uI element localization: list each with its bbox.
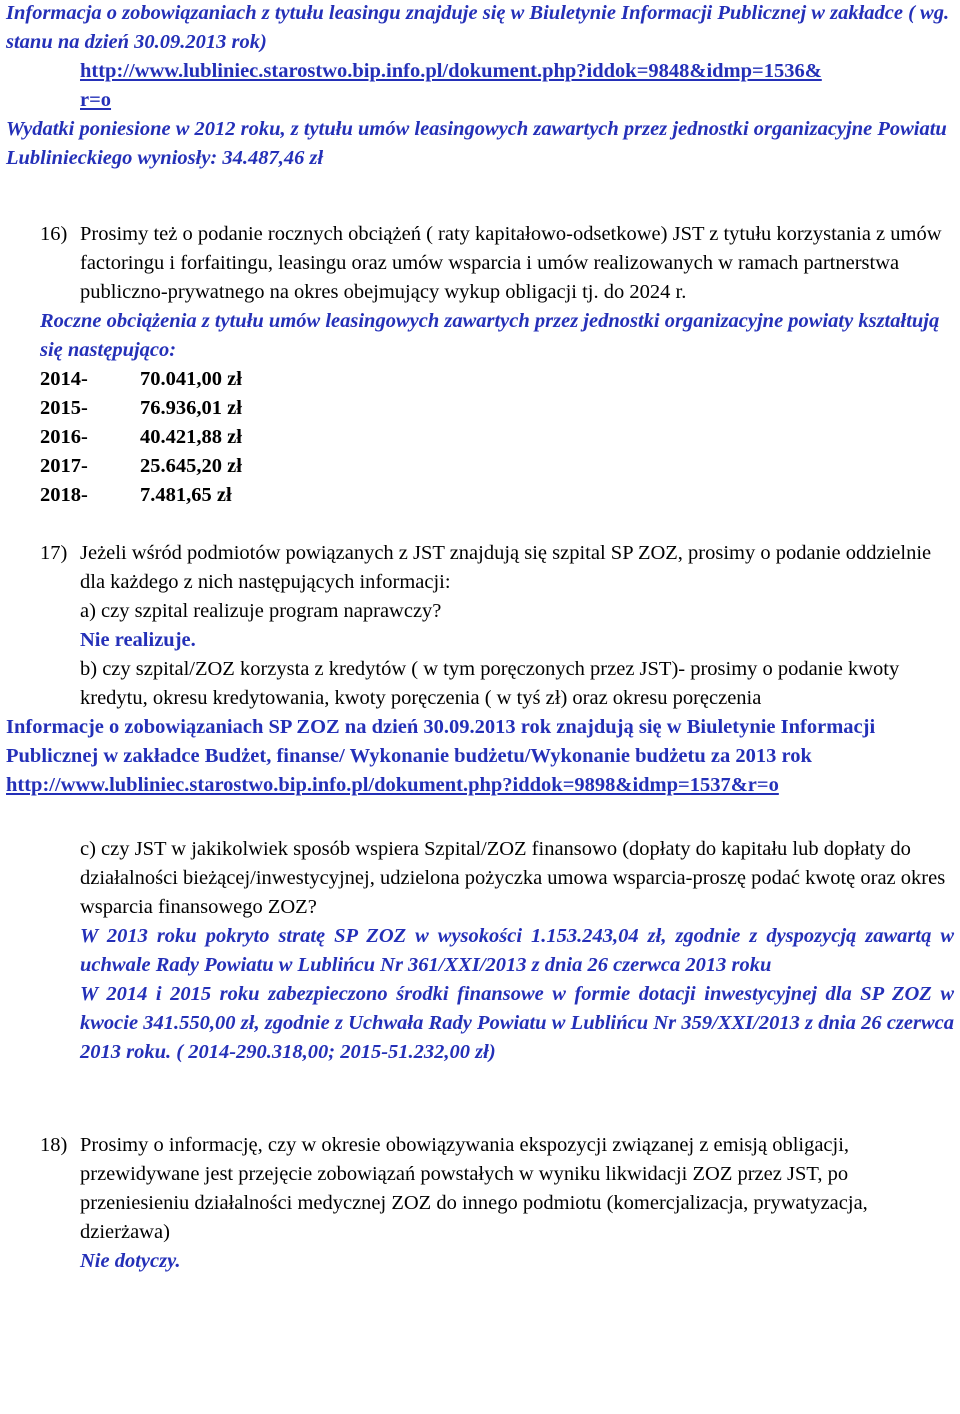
question-number: 17) <box>40 542 68 564</box>
question-16 <box>6 220 954 307</box>
question-17c-text: c) czy JST w jakikolwiek sposób wspiera Szpital/ZOZ finansowo (dopłaty do kapitału lub dopłaty do działalności bieżącej/inwestycyjnej, udzielona pożyczka umowa wsparcia-proszę podać kwotę oraz okres wsparcia finansowego ZOZ? <box>80 838 946 918</box>
intro-leasing-info: Informacja o zobowiązaniach z tytułu leasingu znajduje się w Biuletynie Informacji Publicznej w zakładce ( wg. stanu na dzień 30.09.2013 rok) <box>6 2 950 53</box>
annual-charges-list <box>40 365 954 510</box>
question-16-answer: Roczne obciążenia z tytułu umów leasingowych zawartych przez jednostki organizacyjne powiaty kształtują się następująco: <box>40 310 940 361</box>
intro-expenses: Wydatki poniesione w 2012 roku, z tytułu umów leasingowych zawartych przez jednostki organizacyjne Powiatu Lublinieckiego wyniosły: 34.487,46 zł <box>6 118 947 169</box>
question-18-text: Prosimy o informację, czy w okresie obowiązywania ekspozycji związanej z emisją obligacji, przewidywane jest przejęcie zobowiązań powstałych w wyniku likwidacji ZOZ przez JST, po przeniesieniu działalności medycznej ZOZ do innego podmiotu (komercjalizacja, prywatyzacja, dzierżawa) <box>80 1134 868 1243</box>
question-18-answer: Nie dotyczy. <box>80 1250 181 1272</box>
intro-link[interactable]: http://www.lubliniec.starostwo.bip.info.pl/dokument.php?iddok=9848&idmp=1536& r=o <box>80 60 822 111</box>
question-17a: a) czy szpital realizuje program naprawczy? <box>80 600 442 622</box>
question-number: 16) <box>40 223 68 245</box>
question-17c <box>6 835 954 1067</box>
list-item: 2015- 76.936,01 zł <box>40 397 242 419</box>
question-17a-answer: Nie realizuje. <box>80 629 196 651</box>
zoz-link[interactable]: http://www.lubliniec.starostwo.bip.info.pl/dokument.php?iddok=9898&idmp=1537&r=o <box>6 774 779 796</box>
question-17b: b) czy szpital/ZOZ korzysta z kredytów ( w tym poręczonych przez JST)- prosimy o podanie kwoty kredytu, okresu kredytowania, kwoty poręczenia ( w tyś zł) oraz okresu poręczenia <box>80 658 900 709</box>
question-17 <box>6 539 954 713</box>
question-17c-answer-1: W 2013 roku pokryto stratę SP ZOZ w wysokości 1.153.243,04 zł, zgodnie z dyspozycją zawartą w uchwale Rady Powiatu w Lublińcu Nr 361/XXI/2013 z dnia 26 czerwca 2013 roku <box>80 925 954 976</box>
question-18 <box>6 1131 954 1276</box>
intro-link-block <box>6 57 954 115</box>
question-16-text: Prosimy też o podanie rocznych obciążeń ( raty kapitałowo-odsetkowe) JST z tytułu korzystania z umów factoringu i forfaitingu, leasingu oraz umów wsparcia i umów realizowanych w ramach partnerstwa publiczno-prywatnego na okres obejmujący wykup obligacji tj. do 2024 r. <box>80 223 942 303</box>
question-17c-answer-2: W 2014 i 2015 roku zabezpieczono środki finansowe w formie dotacji inwestycyjnej dla SP ZOZ w kwocie 341.550,00 zł, zgodnie z Uchwała Rady Powiatu w Lublińcu Nr 359/XXI/2013 z dnia 26 czerwca 2013 roku. ( 2014-290.318,00; 2015-51.232,00 zł) <box>80 983 954 1063</box>
list-item: 2018- 7.481,65 zł <box>40 484 232 506</box>
list-item: 2016- 40.421,88 zł <box>40 426 242 448</box>
list-item: 2014- 70.041,00 zł <box>40 368 242 390</box>
question-17b-answer: Informacje o zobowiązaniach SP ZOZ na dzień 30.09.2013 rok znajdują się w Biuletynie Informacji Publicznej w zakładce Budżet, finanse/ Wykonanie budżetu/Wykonanie budżetu za 2013 rok <box>6 716 876 767</box>
list-item: 2017- 25.645,20 zł <box>40 455 242 477</box>
question-number: 18) <box>40 1134 68 1156</box>
question-17-text: Jeżeli wśród podmiotów powiązanych z JST znajdują się szpital SP ZOZ, prosimy o podanie oddzielnie dla każdego z nich następujących informacji: <box>80 542 932 593</box>
